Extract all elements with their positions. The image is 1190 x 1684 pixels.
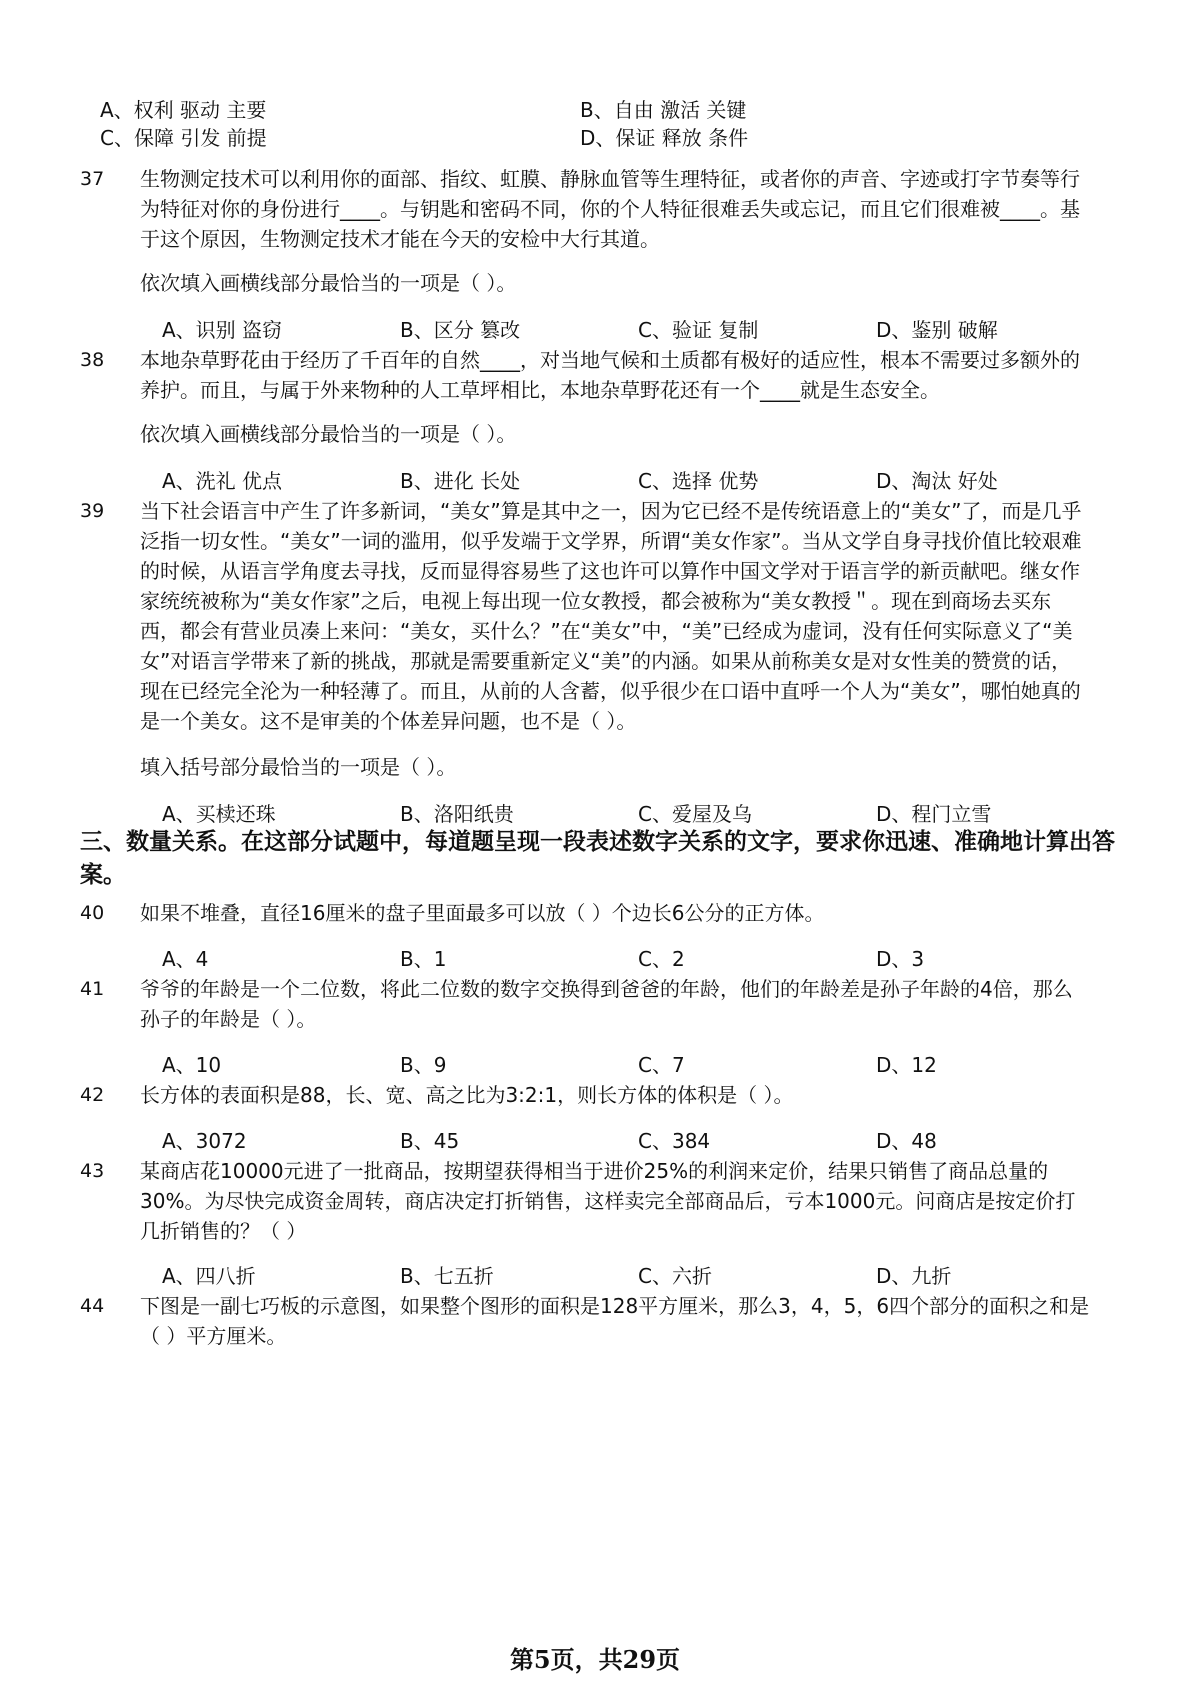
q43-option-d: D、九折 (876, 1264, 952, 1288)
q43-number: 43 (80, 1160, 105, 1182)
q37-option-a: A、识别 盗窃 (162, 318, 283, 342)
q37-number: 37 (80, 168, 105, 190)
q44-text: 下图是一副七巧板的示意图，如果整个图形的面积是128平方厘米，那么3，4，5，6四个部分的面积之和是（ ）平方厘米。 (140, 1294, 1090, 1348)
q40-option-c: C、2 (638, 947, 685, 971)
q37-text: 生物测定技术可以利用你的面部、指纹、虹膜、静脉血管等生理特征，或者你的声音、字迹或打字节奏等行为特征对你的身份进行____。与钥匙和密码不同，你的个人特征很难丢失或忘记，而且它们很难被____。基于这个原因，生物测定技术才能在今天的安检中大行其道。 (140, 167, 1080, 251)
q39-option-d: D、程门立雪 (876, 802, 992, 826)
q38-number: 38 (80, 349, 105, 371)
q39-number: 39 (80, 500, 105, 522)
q40-option-a: A、4 (162, 947, 209, 971)
q40-option-b: B、1 (400, 947, 447, 971)
q41-option-d: D、12 (876, 1053, 937, 1077)
section-3-heading: 三、数量关系。在这部分试题中，每道题呈现一段表述数字关系的文字，要求你迅速、准确地计算出答案。 (80, 829, 1115, 888)
q39-option-a: A、买椟还珠 (162, 802, 276, 826)
q39-option-c: C、爱屋及乌 (638, 802, 752, 826)
q44-number: 44 (80, 1295, 105, 1317)
q40-number: 40 (80, 902, 105, 924)
q41-number: 41 (80, 978, 105, 1000)
q40-option-d: D、3 (876, 947, 925, 971)
q38-option-d: D、淘汰 好处 (876, 469, 998, 493)
q36-option-c: C、保障 引发 前提 (100, 126, 267, 150)
q38-option-b: B、进化 长处 (400, 469, 521, 493)
q42-option-c: C、384 (638, 1129, 711, 1153)
q36-option-d: D、保证 释放 条件 (580, 126, 749, 150)
q41-option-a: A、10 (162, 1053, 222, 1077)
q42-option-a: A、3072 (162, 1129, 247, 1153)
q43-text: 某商店花10000元进了一批商品，按期望获得相当于进价25%的利润来定价，结果只销售了商品总量的30%。为尽快完成资金周转，商店决定打折销售，这样卖完全部商品后，亏本1000元。问商店是按定价打几折销售的？（ ） (140, 1159, 1076, 1243)
q42-option-b: B、45 (400, 1129, 460, 1153)
q41-option-c: C、7 (638, 1053, 685, 1077)
q42-text: 长方体的表面积是88，长、宽、高之比为3:2:1，则长方体的体积是（ ）。 (140, 1083, 794, 1107)
q41-text: 爷爷的年龄是一个二位数，将此二位数的数字交换得到爸爸的年龄，他们的年龄差是孙子年龄的4倍，那么孙子的年龄是（ ）。 (140, 977, 1073, 1031)
q38-prompt: 依次填入画横线部分最恰当的一项是（ ）。 (140, 422, 517, 446)
q36-option-b: B、自由 激活 关键 (580, 98, 747, 122)
q36-option-a: A、权利 驱动 主要 (100, 98, 267, 122)
q37-option-c: C、验证 复制 (638, 318, 759, 342)
q41-option-b: B、9 (400, 1053, 447, 1077)
q37-option-d: D、鉴别 破解 (876, 318, 998, 342)
q43-option-b: B、七五折 (400, 1264, 494, 1288)
q39-prompt: 填入括号部分最恰当的一项是（ ）。 (140, 755, 457, 779)
q43-option-c: C、六折 (638, 1264, 712, 1288)
q38-option-a: A、洗礼 优点 (162, 469, 283, 493)
q37-prompt: 依次填入画横线部分最恰当的一项是（ ）。 (140, 271, 517, 295)
page-footer: 第5页，共29页 (509, 1645, 681, 1674)
q38-option-c: C、选择 优势 (638, 469, 759, 493)
q37-option-b: B、区分 篡改 (400, 318, 521, 342)
q42-option-d: D、48 (876, 1129, 937, 1153)
q38-text: 本地杂草野花由于经历了千百年的自然____，对当地气候和土质都有极好的适应性，根本不需要过多额外的养护。而且，与属于外来物种的人工草坪相比，本地杂草野花还有一个____就是生态安全。 (140, 348, 1080, 402)
q39-text: 当下社会语言中产生了许多新词，“美女”算是其中之一，因为它已经不是传统语意上的“美女”了，而是几乎泛指一切女性。“美女”一词的滥用，似乎发端于文学界，所谓“美女作家”。当从文学自身寻找价值比较艰难的时候，从语言学角度去寻找，反而显得容易些了这也许可以算作中国文学对于语言学的新贡献吧。继女作家统统被称为“美女作家”之后，电视上每出现一位女教授，都会被称为“美女教授＂。现在到商场去买东西，都会有营业员凑上来问：“美女，买什么？”在“美女”中，“美”已经成为虚词，没有任何实际意义了“美女”对语言学带来了新的挑战，那就是需要重新定义“美”的内涵。如果从前称美女是对女性美的赞赏的话，现在已经完全沦为一种轻薄了。而且，从前的人含蓄，似乎很少在口语中直呼一个人为“美女”，哪怕她真的是一个美女。这不是审美的个体差异问题，也不是（ ）。 (140, 499, 1082, 733)
q42-number: 42 (80, 1084, 105, 1106)
q39-option-b: B、洛阳纸贵 (400, 802, 514, 826)
q40-text: 如果不堆叠，直径16厘米的盘子里面最多可以放（ ）个边长6公分的正方体。 (140, 901, 825, 925)
q43-option-a: A、四八折 (162, 1264, 256, 1288)
